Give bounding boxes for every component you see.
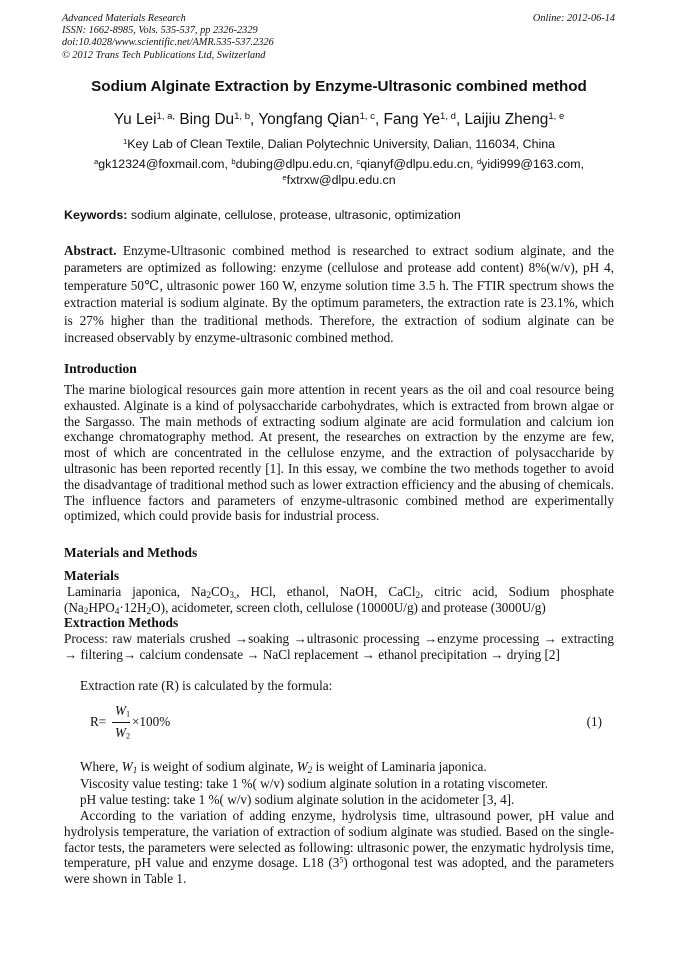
- subscript: 3,: [229, 589, 237, 600]
- email-address[interactable]: fxtrxw@dlpu.edu.cn: [286, 173, 396, 187]
- materials-part: CO: [211, 584, 230, 599]
- formula-var: [297, 759, 313, 774]
- extraction-rate-formula: [90, 700, 614, 746]
- email-mark: d: [476, 156, 482, 166]
- affiliation-text: Key Lab of Clean Textile, Dalian Polytechnic University, Dalian, 116034, China: [127, 137, 555, 151]
- var-letter: W: [296, 759, 308, 774]
- email-mark: e: [282, 172, 287, 182]
- doi-line: doi:10.4028/www.scientific.net/AMR.535-537.2326: [62, 37, 274, 49]
- formula-denominator: [115, 725, 130, 741]
- email-mark: b: [231, 156, 236, 166]
- where-text: [64, 759, 614, 775]
- email-address[interactable]: gk12324@foxmail.com: [98, 157, 225, 171]
- author-list: Yu Lei$^{1, a,}$ Bing Du$^{1, b}$, Yongfang Qian$^{1, c}$, Fang Ye$^{1, d}$, Laijiu Zheng$^{1, e}$: [113, 110, 565, 128]
- fraction-bar: [112, 722, 130, 723]
- equation-number: (1): [586, 714, 602, 729]
- materials-part: , citric acid, Sodium phosphate (Na: [64, 584, 615, 615]
- journal-header: [62, 13, 615, 62]
- rate-intro: Extraction rate (R) is calculated by the formula:: [80, 678, 333, 693]
- process-text: Process: raw materials crushed →soaking →ultrasonic processing →enzyme processing → extracting → filtering→ calcium condensate → NaCl replacement → ethanol precipitation → drying [2]: [64, 631, 614, 662]
- keywords-label: Keywords:: [64, 208, 128, 222]
- materials-part: Laminaria japonica, Na: [67, 584, 207, 599]
- author-name: Bing Du: [179, 111, 235, 128]
- author-affiliation-mark: 1, e: [548, 110, 565, 122]
- email-address[interactable]: qianyf@dlpu.edu.cn: [360, 157, 470, 171]
- formula-var: W: [115, 703, 126, 718]
- superscript: 5: [339, 855, 344, 865]
- var-letter: W: [121, 759, 133, 774]
- email-mark: a: [94, 156, 99, 166]
- subscript: 4: [114, 605, 120, 616]
- introduction-text: The marine biological resources gain more attention in recent years as the oil and coal resource being exhausted. Alginate is a kind of polysaccharide carbohydrates, which is extracted from brown algae or the Sargasso. The main methods of extracting sodium alginate are acid formulation and calcium ion exchange chromatography method. At present, the researches on extraction by the enzyme are few, most of which are concentrated in the cellulose enzyme, and the extraction of polysaccharide by ultrasonic has been reported recently [1]. In this essay, we combine the two methods together to avoid the disadvantage of traditional method such as lower extraction efficiency and the abusing of chemicals. The influence factors and parameters of enzyme-ultrasonic combined method are experimentally optimized, which could provide basis for industrial process.: [64, 382, 614, 524]
- email-address[interactable]: yidi999@163.com: [481, 157, 581, 171]
- materials-part: ·12H: [119, 599, 147, 615]
- materials-part: O), acidometer, screen cloth, cellulose (10000U/g) and protease (3000U/g): [151, 599, 546, 615]
- affiliation: [40, 137, 638, 151]
- abstract-label: Abstract.: [64, 243, 117, 258]
- formula-var: [122, 759, 138, 774]
- online-date: Online: 2012-06-14: [532, 13, 615, 24]
- keywords-text: sodium alginate, cellulose, protease, ultrasonic, optimization: [130, 208, 461, 222]
- abstract-text: Enzyme-Ultrasonic combined method is researched to extract sodium alginate, and the parameters are optimized as following: enzyme (cellulose and protease add content) 8%(w/v), pH 4, temperature 50℃, ultrasonic power 160 W, enzyme solution time 3.5 h. The FTIR spectrum shows the extraction material is sodium alginate. By the optimum parameters, the extraction rate is 23.1%, which is 27% higher than the traditional methods. Therefore, the extraction of sodium alginate can be increased observably by enzyme-ultrasonic combined method.: [64, 243, 614, 346]
- where-part: Where,: [80, 759, 122, 774]
- formula-sub: 2: [126, 731, 131, 741]
- author-name: Yu Lei: [113, 111, 157, 128]
- author-affiliation-mark: 1, b: [234, 110, 251, 122]
- journal-name: Advanced Materials Research: [62, 13, 186, 24]
- copyright-line: © 2012 Trans Tech Publications Ltd, Switzerland: [62, 49, 266, 61]
- paper-title: Sodium Alginate Extraction by Enzyme-Ultrasonic combined method: [91, 78, 587, 95]
- introduction-heading: Introduction: [64, 361, 137, 376]
- author-affiliation-mark: 1, d: [440, 110, 456, 122]
- subscript: 2: [206, 589, 212, 600]
- keywords: [64, 208, 614, 222]
- where-part: is weight of sodium alginate,: [137, 759, 297, 774]
- subscript: 2: [307, 764, 313, 775]
- materials-heading: Materials: [64, 568, 120, 583]
- subscript: 2: [146, 605, 152, 616]
- ph-text: pH value testing: take 1 %( w/v) sodium alginate solution in the acidometer [3, 4].: [80, 792, 515, 807]
- author-affiliation-mark: 1, c: [359, 110, 375, 122]
- formula-sub: 1: [126, 709, 131, 719]
- materials-part: HPO: [88, 599, 115, 615]
- subscript: 1: [132, 764, 138, 775]
- formula-numerator: [115, 703, 130, 719]
- author-name: Fang Ye: [383, 111, 441, 128]
- issn-line: ISSN: 1662-8985, Vols. 535-537, pp 2326-2329: [62, 25, 258, 37]
- variation-part: ) orthogonal test was adopted, and the parameters were shown in Table 1.: [64, 855, 614, 887]
- email-list: $^a$gk12324@foxmail.com, $^b$dubing@dlpu.edu.cn, $^c$qianyf@dlpu.edu.cn, $^d$yidi999@163.com, $^e$fxtrxw@dlpu.edu.cn: [94, 156, 584, 187]
- author-affiliation-mark: 1, a,: [156, 110, 176, 122]
- email-address[interactable]: dubing@dlpu.edu.cn: [235, 157, 350, 171]
- methods-heading: Materials and Methods: [64, 545, 198, 560]
- subscript: 2: [415, 589, 421, 600]
- materials-text: [64, 584, 614, 616]
- viscosity-text: Viscosity value testing: take 1 %( w/v) sodium alginate solution in a rotating viscometer.: [80, 776, 549, 791]
- subscript: 2: [83, 605, 89, 616]
- author-name: Laijiu Zheng: [464, 111, 549, 128]
- variation-text: [64, 808, 614, 887]
- abstract: [64, 242, 614, 346]
- email-mark: c: [356, 156, 361, 166]
- variation-part: According to the variation of adding enzyme, hydrolysis time, ultrasound power, pH value and hydrolysis temperature, the variation of extraction of sodium alginate was studied. Based on the single-factor tests, the parameters were selected as following: ultrasonic power, the enzymatic hydrolysis time, temperature, pH value and enzyme dosage. L18 (3: [64, 808, 614, 871]
- materials-part: , HCl, ethanol, NaOH, CaCl: [236, 584, 416, 599]
- formula-lhs: R=: [90, 714, 107, 729]
- where-part: is weight of Laminaria japonica.: [312, 759, 487, 774]
- affiliation-mark: 1: [123, 136, 128, 146]
- extraction-methods-heading: Extraction Methods: [64, 615, 179, 630]
- formula-var: W: [115, 725, 126, 740]
- formula-rhs: ×100%: [132, 714, 171, 729]
- author-name: Yongfang Qian: [258, 111, 360, 128]
